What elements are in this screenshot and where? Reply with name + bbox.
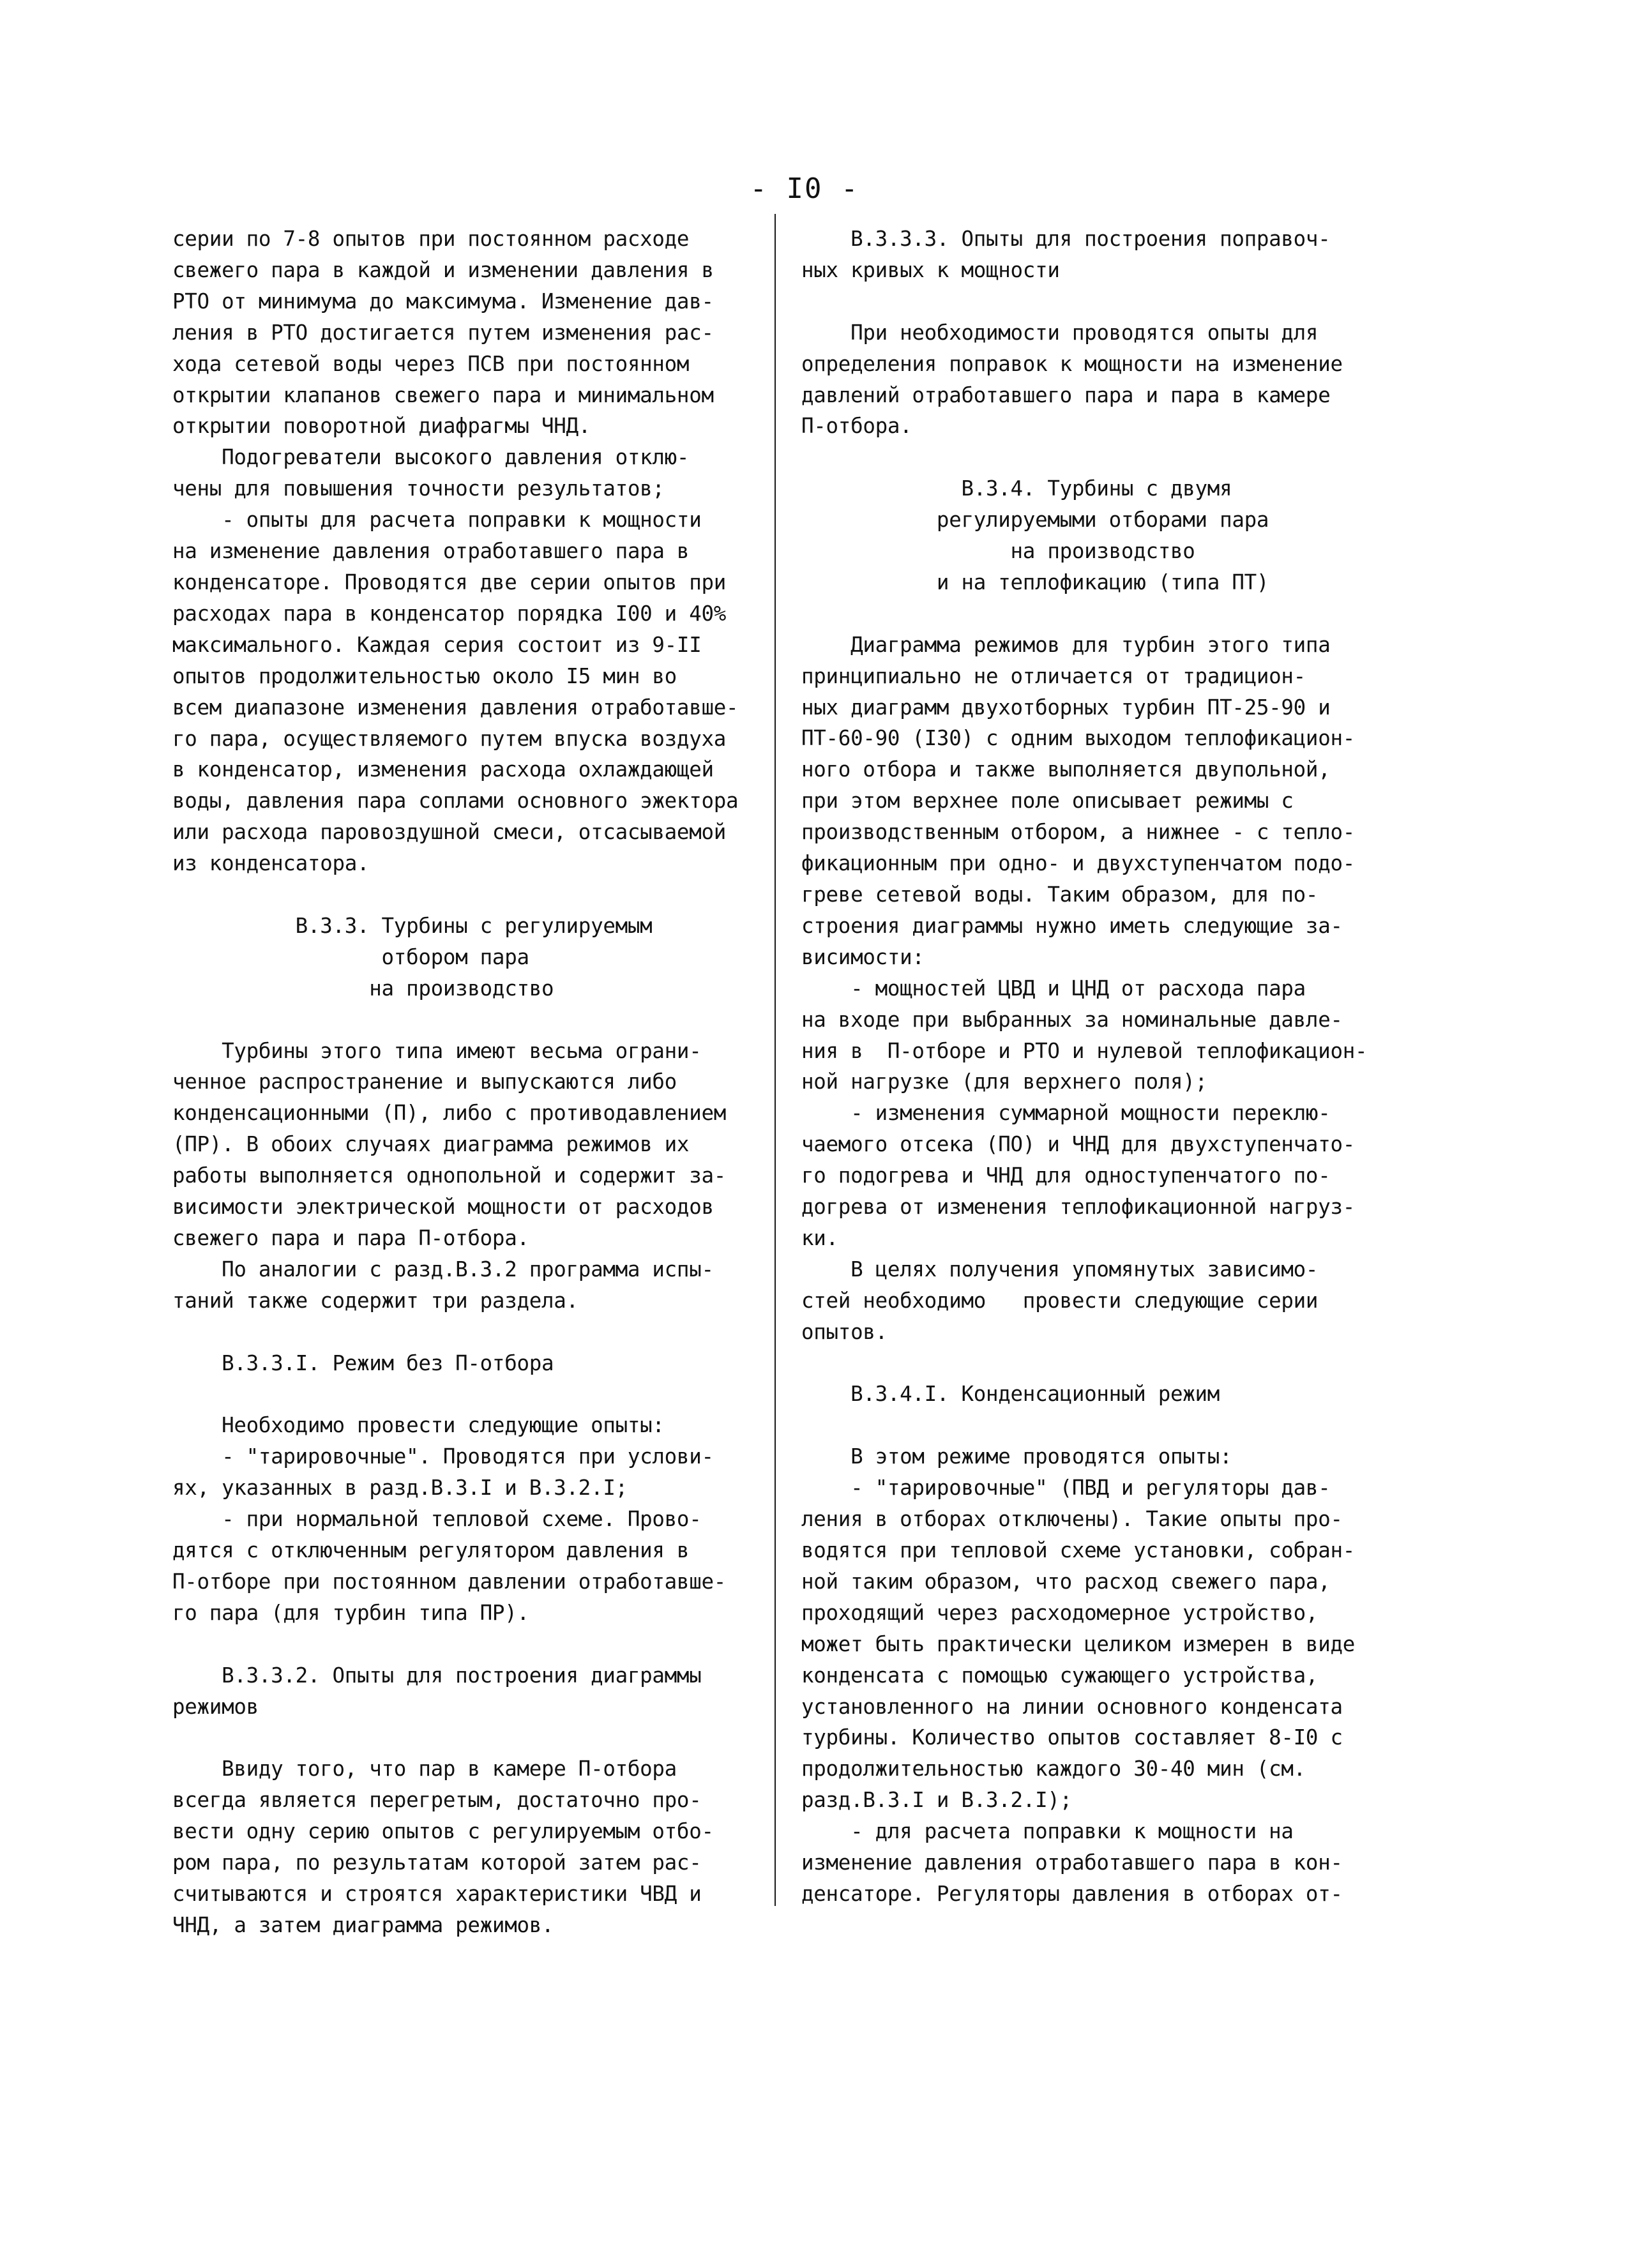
- text-line: В.3.3.3. Опыты для построения поправоч-: [801, 227, 1331, 251]
- text-line: хода сетевой воды через ПСВ при постоянном: [172, 351, 690, 376]
- blank-line: [801, 286, 1405, 317]
- text-line: П-отбора.: [801, 414, 912, 439]
- text-line: висимости:: [801, 944, 925, 969]
- text-line: производственным отбором, а нижнее - с тепло-: [801, 820, 1355, 845]
- text-line: - "тарировочные" (ПВД и регуляторы дав-: [801, 1476, 1331, 1501]
- text-line: РТО от минимума до максимума. Изменение дав-: [172, 289, 714, 314]
- text-line: ки.: [801, 1225, 838, 1250]
- text-line: опытов продолжительностью около I5 мин во: [172, 663, 677, 688]
- text-line: изменение давления отработавшего пара в кон-: [801, 1850, 1343, 1875]
- page-number: - I0 -: [750, 172, 859, 205]
- text-line: стей необходимо провести следующие серии: [801, 1288, 1319, 1313]
- text-line: го пара, осуществляемого путем впуска воздуха: [172, 726, 726, 751]
- text-line: - мощностей ЦВД и ЦНД от расхода пара: [801, 976, 1306, 1001]
- text-line: В.3.3. Турбины с регулируемым: [172, 913, 653, 938]
- text-line: вести одну серию опытов с регулируемым отбо-: [172, 1819, 714, 1844]
- text-line: ях, указанных в разд.В.3.I и В.3.2.I;: [172, 1476, 628, 1501]
- text-line: давлений отработавшего пара и пара в камере: [801, 382, 1331, 407]
- text-line: - при нормальной тепловой схеме. Прово-: [172, 1507, 702, 1532]
- text-line: максимального. Каждая серия состоит из 9-II: [172, 632, 702, 657]
- text-line: принципиально не отличается от традицион-: [801, 663, 1306, 688]
- text-line: ной нагрузке (для верхнего поля);: [801, 1070, 1207, 1094]
- text-line: расходах пара в конденсатор порядка I00 и 40%: [172, 601, 726, 626]
- text-line: - для расчета поправки к мощности на: [801, 1819, 1294, 1844]
- text-line: работы выполняется однопольной и содержит за-: [172, 1163, 726, 1188]
- text-line: ния в П-отборе и РТО и нулевой теплофикацион-: [801, 1038, 1368, 1063]
- text-line: на изменение давления отработавшего пара в: [172, 539, 690, 564]
- blank-line: [801, 1348, 1405, 1379]
- text-line: из конденсатора.: [172, 851, 370, 876]
- text-line: считываются и строятся характеристики ЧВД и: [172, 1881, 702, 1906]
- text-line: ПТ-60-90 (I30) с одним выходом теплофикацион-: [801, 726, 1355, 751]
- text-line: В этом режиме проводятся опыты:: [801, 1444, 1232, 1469]
- text-line: догрева от изменения теплофикационной нагруз-: [801, 1195, 1355, 1220]
- text-line: ЧНД, а затем диаграмма режимов.: [172, 1912, 554, 1937]
- blank-line: [801, 1410, 1405, 1441]
- text-line: проходящий через расходомерное устройство,: [801, 1600, 1319, 1625]
- text-line: По аналогии с разд.В.3.2 программа испы-: [172, 1257, 714, 1281]
- text-line: на производство: [172, 976, 554, 1001]
- text-line: В.3.4.I. Конденсационный режим: [801, 1382, 1220, 1407]
- blank-line: [172, 1722, 766, 1753]
- text-line: денсаторе. Регуляторы давления в отборах от-: [801, 1881, 1343, 1906]
- text-line: свежего пара в каждой и изменении давления в: [172, 257, 714, 282]
- text-line: продолжительностью каждого 30-40 мин (см.: [801, 1757, 1306, 1781]
- text-line: висимости электрической мощности от расходов: [172, 1195, 714, 1220]
- text-line: При необходимости проводятся опыты для: [801, 320, 1319, 345]
- text-line: определения поправок к мощности на изменение: [801, 351, 1343, 376]
- text-line: конденсата с помощью сужающего устройства,: [801, 1663, 1319, 1688]
- text-line: ных диаграмм двухотборных турбин ПТ-25-90 и: [801, 695, 1331, 720]
- text-line: может быть практически целиком измерен в виде: [801, 1631, 1355, 1656]
- text-line: ного отбора и также выполняется двупольной,: [801, 757, 1331, 782]
- blank-line: [801, 442, 1405, 473]
- text-line: разд.В.3.I и В.3.2.I);: [801, 1788, 1072, 1813]
- text-line: В целях получения упомянутых зависимо-: [801, 1257, 1319, 1281]
- text-line: всем диапазоне изменения давления отработавше-: [172, 695, 739, 720]
- column-divider: [775, 214, 776, 1906]
- text-line: В.3.4. Турбины с двумя: [801, 476, 1232, 501]
- text-line: при этом верхнее поле описывает режимы с: [801, 789, 1294, 813]
- text-line: дятся с отключенным регулятором давления в: [172, 1538, 690, 1562]
- text-line: - опыты для расчета поправки к мощности: [172, 508, 702, 533]
- blank-line: [172, 1317, 766, 1348]
- text-line: и на теплофикацию (типа ПТ): [801, 570, 1269, 594]
- text-line: фикационным при одно- и двухступенчатом подо-: [801, 851, 1355, 876]
- text-line: открытии клапанов свежего пара и минимальном: [172, 382, 714, 407]
- text-line: свежего пара и пара П-отбора.: [172, 1225, 529, 1250]
- text-line: - изменения суммарной мощности переклю-: [801, 1101, 1331, 1126]
- text-line: ления в РТО достигается путем изменения рас-: [172, 320, 714, 345]
- text-line: отбором пара: [172, 944, 529, 969]
- text-line: В.3.3.I. Режим без П-отбора: [172, 1350, 554, 1375]
- text-line: в конденсатор, изменения расхода охлаждающей: [172, 757, 714, 782]
- text-line: Подогреватели высокого давления отклю-: [172, 445, 690, 470]
- text-line: регулируемыми отборами пара: [801, 508, 1269, 533]
- text-line: чаемого отсека (ПО) и ЧНД для двухступенчато-: [801, 1132, 1355, 1157]
- blank-line: [801, 598, 1405, 630]
- text-line: режимов: [172, 1694, 259, 1719]
- text-line: го подогрева и ЧНД для одноступенчатого по-: [801, 1163, 1331, 1188]
- blank-line: [172, 1004, 766, 1036]
- text-line: строения диаграммы нужно иметь следующие за-: [801, 913, 1343, 938]
- text-line: конденсаторе. Проводятся две серии опытов при: [172, 570, 726, 594]
- text-line: - "тарировочные". Проводятся при услови-: [172, 1444, 714, 1469]
- text-line: или расхода паровоздушной смеси, отсасываемой: [172, 820, 726, 845]
- text-line: опытов.: [801, 1319, 888, 1344]
- text-line: установленного на линии основного конденсата: [801, 1694, 1343, 1719]
- text-line: Ввиду того, что пар в камере П-отбора: [172, 1757, 677, 1781]
- text-line: водятся при тепловой схеме установки, собран-: [801, 1538, 1355, 1562]
- text-line: на производство: [801, 539, 1195, 564]
- text-line: ром пара, по результатам которой затем рас-: [172, 1850, 702, 1875]
- text-line: всегда является перегретым, достаточно про-: [172, 1788, 702, 1813]
- text-line: ченное распространение и выпускаются либо: [172, 1070, 677, 1094]
- text-line: го пара (для турбин типа ПР).: [172, 1600, 529, 1625]
- blank-line: [172, 1379, 766, 1410]
- text-line: (ПР). В обоих случаях диаграмма режимов их: [172, 1132, 690, 1157]
- text-line: ной таким образом, что расход свежего пара,: [801, 1569, 1331, 1594]
- text-line: П-отборе при постоянном давлении отработавше-: [172, 1569, 726, 1594]
- text-line: на входе при выбранных за номинальные давле-: [801, 1007, 1343, 1032]
- blank-line: [172, 1629, 766, 1660]
- text-line: греве сетевой воды. Таким образом, для по-: [801, 882, 1319, 907]
- text-line: чены для повышения точности результатов;: [172, 476, 665, 501]
- text-line: таний также содержит три раздела.: [172, 1288, 578, 1313]
- left-column: [172, 223, 766, 1941]
- text-line: В.3.3.2. Опыты для построения диаграммы: [172, 1663, 702, 1688]
- text-line: открытии поворотной диафрагмы ЧНД.: [172, 414, 591, 439]
- text-line: ных кривых к мощности: [801, 257, 1060, 282]
- text-line: Турбины этого типа имеют весьма ограни-: [172, 1038, 702, 1063]
- right-column: [801, 223, 1405, 1910]
- text-line: ления в отборах отключены). Такие опыты про-: [801, 1507, 1343, 1532]
- text-line: Диаграмма режимов для турбин этого типа: [801, 632, 1331, 657]
- text-line: конденсационными (П), либо с противодавлением: [172, 1101, 726, 1126]
- text-line: Необходимо провести следующие опыты:: [172, 1413, 665, 1438]
- text-line: турбины. Количество опытов составляет 8-I0 с: [801, 1725, 1343, 1750]
- blank-line: [172, 879, 766, 911]
- text-line: серии по 7-8 опытов при постоянном расходе: [172, 227, 690, 251]
- text-line: воды, давления пара соплами основного эжектора: [172, 789, 739, 813]
